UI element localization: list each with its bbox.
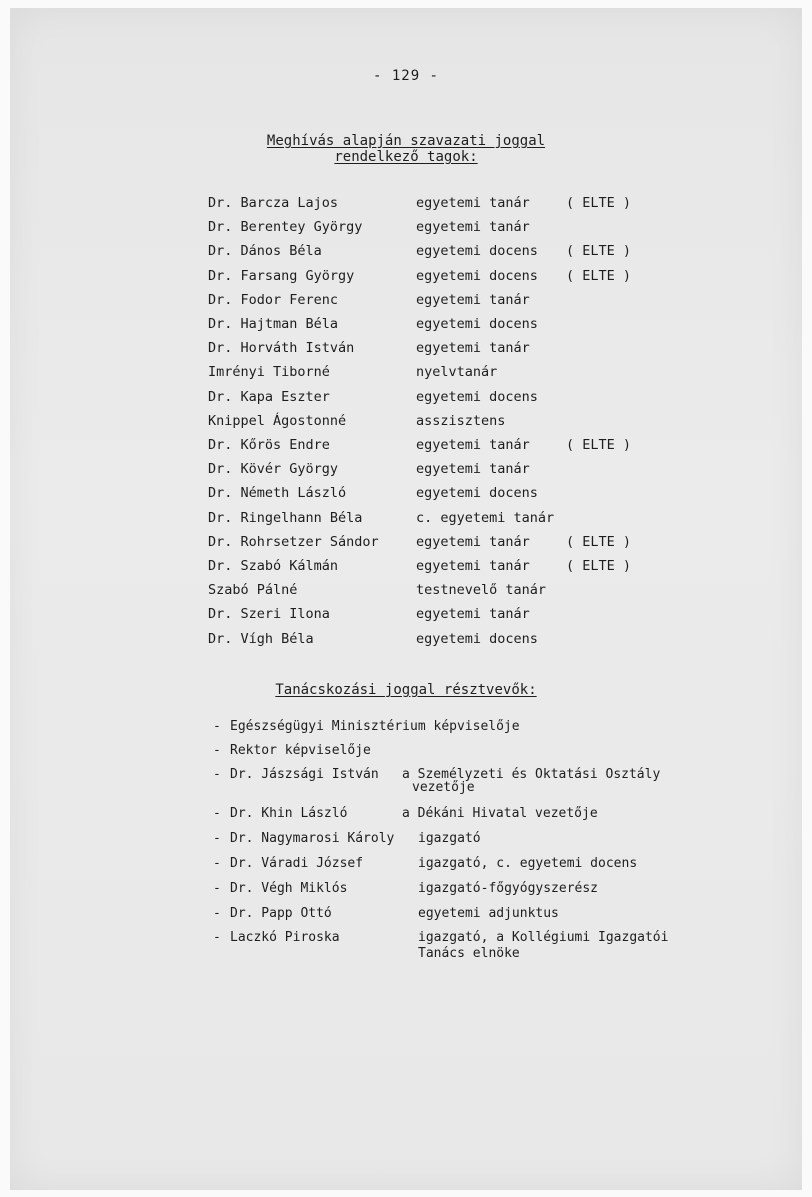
member-role: egyetemi docens xyxy=(416,267,538,284)
section2-title-text: Tanácskozási joggal résztvevők: xyxy=(275,682,537,698)
attendee-name: Rektor képviselője xyxy=(230,743,371,758)
member-institution: ( ELTE ) xyxy=(566,437,632,453)
member-name: Dr. Németh László xyxy=(208,485,347,502)
attendee-function: egyetemi adjunktus xyxy=(418,906,559,921)
section1-title xyxy=(0,133,812,149)
section1-title-line2: rendelkező tagok: xyxy=(334,149,478,165)
member-role: egyetemi tanár xyxy=(416,533,530,550)
member-role: nyelvtanár xyxy=(416,364,498,381)
attendee-function: igazgató xyxy=(418,831,481,846)
member-name: Imrényi Tiborné xyxy=(208,364,330,381)
list-dash: - xyxy=(213,806,221,821)
attendee-name: Dr. Nagymarosi Károly xyxy=(230,831,395,846)
attendee-name: Dr. Végh Miklós xyxy=(230,881,348,896)
page-number: - 129 - xyxy=(372,68,439,84)
attendee-function: igazgató, c. egyetemi docens xyxy=(418,856,638,871)
attendee-function: a Dékáni Hivatal vezetője xyxy=(402,806,598,821)
attendee-name: Laczkó Piroska xyxy=(230,930,340,945)
member-name: Dr. Fodor Ferenc xyxy=(208,291,339,308)
attendee-row xyxy=(0,930,812,962)
member-role: egyetemi docens xyxy=(416,316,538,332)
attendee-name: Dr. Váradi József xyxy=(230,856,364,871)
member-name: Dr. Horváth István xyxy=(208,340,355,357)
member-role: egyetemi tanár xyxy=(416,291,530,308)
member-role: egyetemi tanár xyxy=(416,340,530,357)
list-dash: - xyxy=(213,856,221,871)
member-role: egyetemi tanár xyxy=(416,219,530,236)
document-page xyxy=(10,8,802,1190)
attendee-function: a Személyzeti és Oktatási Osztály xyxy=(402,767,661,782)
member-name: Dr. Kapa Eszter xyxy=(208,388,330,405)
member-name: Dr. Ringelhann Béla xyxy=(208,509,363,526)
member-name: Dr. Szeri Ilona xyxy=(208,606,330,623)
list-dash: - xyxy=(213,743,221,758)
member-role: egyetemi docens xyxy=(416,630,538,647)
section2-title xyxy=(0,682,812,698)
attendee-function: igazgató, a Kollégiumi Igazgatói xyxy=(418,930,669,945)
section1-title-line1: Meghívás alapján szavazati joggal xyxy=(266,133,546,149)
member-role: testnevelő tanár xyxy=(416,582,547,599)
member-name: Szabó Pálné xyxy=(208,582,298,599)
member-name: Dr. Szabó Kálmán xyxy=(208,558,339,574)
attendee-name: Dr. Khin László xyxy=(230,806,348,821)
attendee-function-cont: Tanács elnöke xyxy=(418,946,520,961)
member-name: Knippel Ágostonné xyxy=(208,412,347,429)
member-role: egyetemi docens xyxy=(416,243,538,260)
member-role: egyetemi tanár xyxy=(416,558,530,574)
member-role: egyetemi tanár xyxy=(416,437,530,453)
list-dash: - xyxy=(213,906,221,921)
list-dash: - xyxy=(213,930,221,945)
member-name: Dr. Kövér György xyxy=(208,461,339,478)
list-dash: - xyxy=(213,767,221,782)
attendee-name: Dr. Papp Ottó xyxy=(230,906,332,921)
attendee-name: Dr. Jászsági István xyxy=(230,767,379,782)
member-role: asszisztens xyxy=(416,412,506,429)
section1-title-cont xyxy=(0,149,812,165)
member-institution: ( ELTE ) xyxy=(566,243,632,260)
member-institution: ( ELTE ) xyxy=(566,533,632,550)
attendee-name: Egészségügyi Minisztérium képviselője xyxy=(230,719,520,734)
attendee-row xyxy=(0,767,812,799)
attendee-function: igazgató-főgyógyszerész xyxy=(418,881,599,896)
member-name: Dr. Dános Béla xyxy=(208,243,322,260)
attendee-function-cont: vezetője xyxy=(412,780,475,795)
member-name: Dr. Rohrsetzer Sándor xyxy=(208,533,379,550)
member-institution: ( ELTE ) xyxy=(566,267,632,284)
list-dash: - xyxy=(213,719,221,734)
member-role: egyetemi tanár xyxy=(416,606,530,623)
member-name: Dr. Barcza Lajos xyxy=(208,195,339,211)
member-role: c. egyetemi tanár xyxy=(416,509,555,526)
member-institution: ( ELTE ) xyxy=(566,195,632,211)
member-role: egyetemi docens xyxy=(416,485,538,502)
member-role: egyetemi tanár xyxy=(416,461,530,478)
member-role: egyetemi docens xyxy=(416,388,538,405)
member-name: Dr. Hajtman Béla xyxy=(208,316,339,332)
member-role: egyetemi tanár xyxy=(416,195,530,211)
member-name: Dr. Farsang György xyxy=(208,267,355,284)
member-name: Dr. Kőrös Endre xyxy=(208,437,330,453)
member-institution: ( ELTE ) xyxy=(566,558,632,574)
list-dash: - xyxy=(213,881,221,896)
member-name: Dr. Vígh Béla xyxy=(208,630,314,647)
list-dash: - xyxy=(213,831,221,846)
member-name: Dr. Berentey György xyxy=(208,219,363,236)
